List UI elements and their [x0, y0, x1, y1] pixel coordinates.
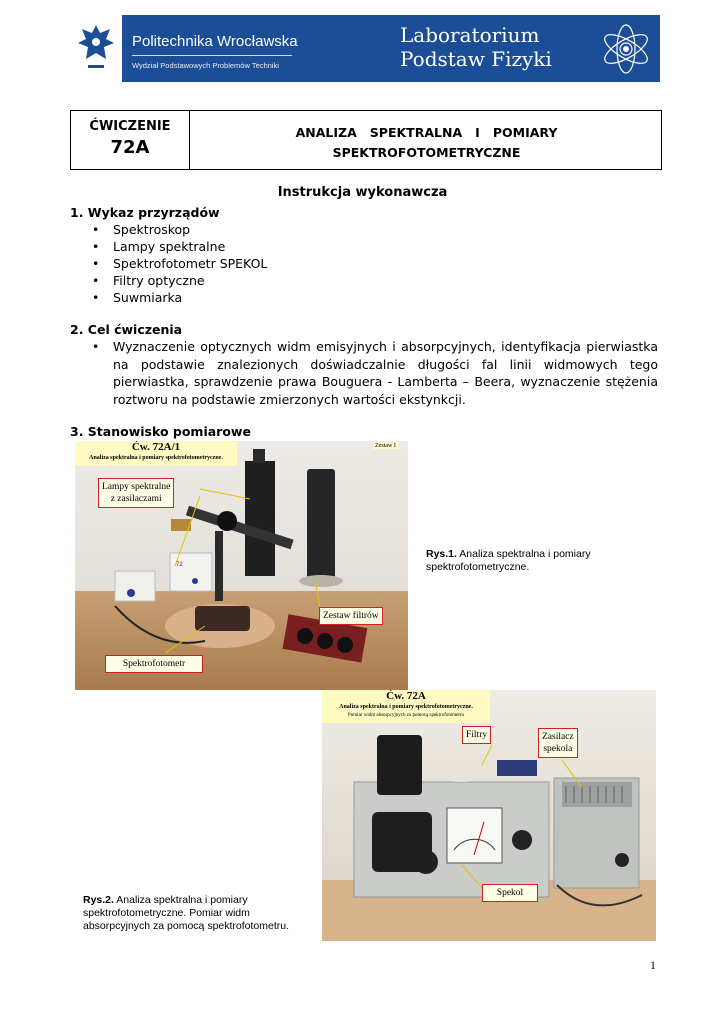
lab-title-line2: Podstaw Fizyki	[400, 47, 552, 71]
department-name: Wydział Podstawowych Problemów Techniki	[132, 61, 279, 70]
figure2-card	[322, 690, 490, 723]
list-item: • Spektrofotometr SPEKOL	[92, 255, 267, 272]
figure1-card	[75, 441, 237, 466]
figure2-card-note: Pomiar widm absorpcyjnych za pomocą spektrofotometru	[348, 713, 464, 718]
figure1-caption-text: Analiza spektralna i pomiary spektrofotometryczne.	[426, 548, 591, 573]
label-spekol: Spekol	[482, 884, 538, 902]
label-lamps	[98, 478, 174, 508]
page-heading: Instrukcja wykonawcza	[277, 185, 448, 200]
header-banner	[70, 15, 660, 82]
label-lamps-line1: Lampy spektralne	[102, 482, 171, 492]
eagle-crest-icon	[70, 15, 122, 82]
exercise-box	[70, 110, 662, 170]
section1-title: 1. Wykaz przyrządów	[70, 205, 220, 220]
list-item: • Lampy spektralne	[92, 238, 267, 255]
exercise-label: ĆWICZENIE	[89, 119, 171, 134]
figure2-caption-number: Rys.2.	[83, 894, 114, 906]
figure2-photo	[322, 690, 656, 941]
label-filter-set: Zestaw filtrów	[319, 607, 383, 625]
figure1-caption-number: Rys.1.	[426, 548, 457, 560]
exercise-title	[190, 123, 663, 163]
university-name: Politechnika Wrocławska	[132, 33, 298, 50]
goal-paragraph	[92, 338, 658, 408]
lab-title	[400, 23, 580, 71]
figure1-corner-tag: Zestaw I	[375, 443, 396, 449]
figure2-card-title: Ćw. 72A	[386, 690, 426, 702]
atom-orbit-icon	[598, 21, 654, 77]
goal-text: Wyznaczenie optycznych widm emisyjnych i absorpcyjnych, identyfikacja pierwiastka na podstawie znalezionych doświadczalnie długości fal linii widmowych tego pierwiastka, sprawdzenie prawa Bouguera - Lamberta – Beera, wyznaczenie stężenia roztworu na podstawie zmierzonych wartości ekstynkcji.	[113, 339, 658, 407]
label-spekol-supply	[538, 728, 578, 758]
figure1-caption	[426, 548, 656, 574]
figure2-caption-text: Analiza spektralna i pomiary spektrofotometryczne. Pomiar widm absorpcyjnych za pomocą spektrofotometru.	[83, 894, 290, 932]
header-divider	[132, 55, 292, 56]
exercise-title-line1: ANALIZA SPEKTRALNA I POMIARY	[295, 125, 558, 140]
bullet: •	[92, 339, 100, 354]
page-number: 1	[650, 958, 656, 972]
label-spectrophotometer: Spektrofotometr	[105, 655, 203, 673]
university-logo	[70, 15, 122, 82]
list-item: • Filtry optyczne	[92, 272, 267, 289]
list-item: • Spektroskop	[92, 221, 267, 238]
list-item: • Suwmiarka	[92, 289, 267, 306]
lab-title-line1: Laboratorium	[400, 23, 540, 47]
figure2-card-subtitle: Analiza spektralna i pomiary spektrofotometryczne.	[339, 704, 473, 710]
exercise-title-line2: SPEKTROFOTOMETRYCZNE	[332, 145, 521, 160]
label-supply-line1: Zasilacz	[542, 732, 574, 742]
section3-title: 3. Stanowisko pomiarowe	[70, 424, 251, 439]
figure1-card-title: Ćw. 72A/1	[131, 441, 181, 453]
figure1-photo	[75, 441, 408, 690]
figure1-card-subtitle: Analiza spektralna i pomiary spektrofotometryczne.	[89, 455, 223, 461]
label-filters: Filtry	[462, 726, 491, 744]
label-lamps-line2: z zasilaczami	[110, 494, 162, 504]
section2-title: 2. Cel ćwiczenia	[70, 322, 183, 337]
device-number: 72	[176, 562, 183, 568]
figure2-caption	[83, 894, 311, 933]
label-supply-line2: spekola	[543, 744, 573, 754]
equipment-list	[92, 221, 267, 306]
exercise-number: 72A	[110, 137, 150, 158]
